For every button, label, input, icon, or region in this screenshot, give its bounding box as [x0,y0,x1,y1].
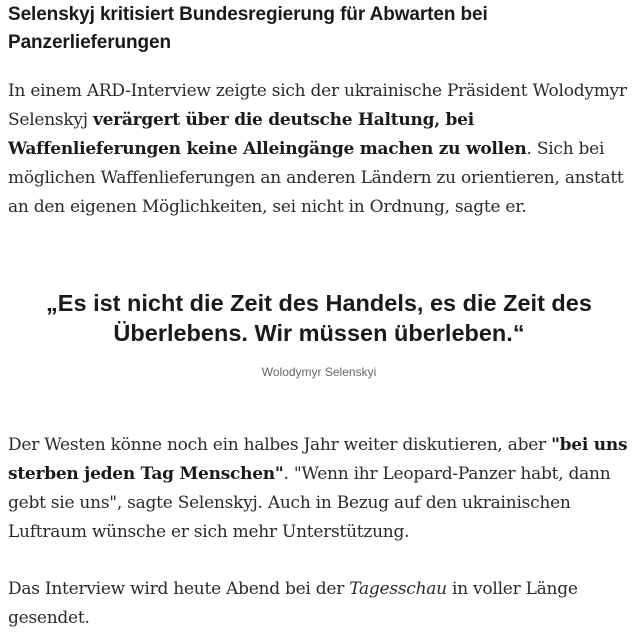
paragraph-west-emphasis: "bei uns sterben jeden Tag Menschen" [8,435,628,484]
paragraph-intro [8,77,630,222]
paragraph-west-rest: . "Wenn ihr Leopard-Panzer habt, dann gebt sie uns", sagte Selenskyj. Auch in Bezug auf den ukrainischen Luftraum wünsche er sich mehr Unterstützung. [8,464,611,542]
paragraph-intro-rest: . Sich bei möglichen Waffenlieferungen an anderen Ländern zu orientieren, anstatt an den eigenen Möglichkeiten, sei nicht in Ordnung, sagte er. [8,139,624,217]
paragraph-west [8,431,630,547]
article [8,0,630,633]
paragraph-intro-emphasis: verärgert über die deutsche Haltung, bei Waffenlieferungen keine Alleingänge machen zu wollen [8,110,527,159]
paragraph-broadcast-text: Das Interview wird heute Abend bei der [8,579,350,599]
pull-quote [8,288,630,379]
paragraph-broadcast [8,575,630,633]
paragraph-intro-text: In einem ARD-Interview zeigte sich der ukrainische Präsident Wolodymyr Selenskyj [8,81,627,130]
pull-quote-text: „Es ist nicht die Zeit des Handels, es die Zeit des Überlebens. Wir müssen überleben.“ [46,290,592,346]
paragraph-broadcast-rest: in voller Länge gesendet. [8,579,578,628]
pull-quote-author: Wolodymyr Selenskyi [261,365,377,379]
article-headline: Selenskyj kritisiert Bundesregierung für Abwarten bei Panzerlieferungen [8,4,488,53]
paragraph-west-text: Der Westen könne noch ein halbes Jahr weiter diskutieren, aber [8,435,552,455]
tagesschau-name: Tagesschau [349,579,447,599]
